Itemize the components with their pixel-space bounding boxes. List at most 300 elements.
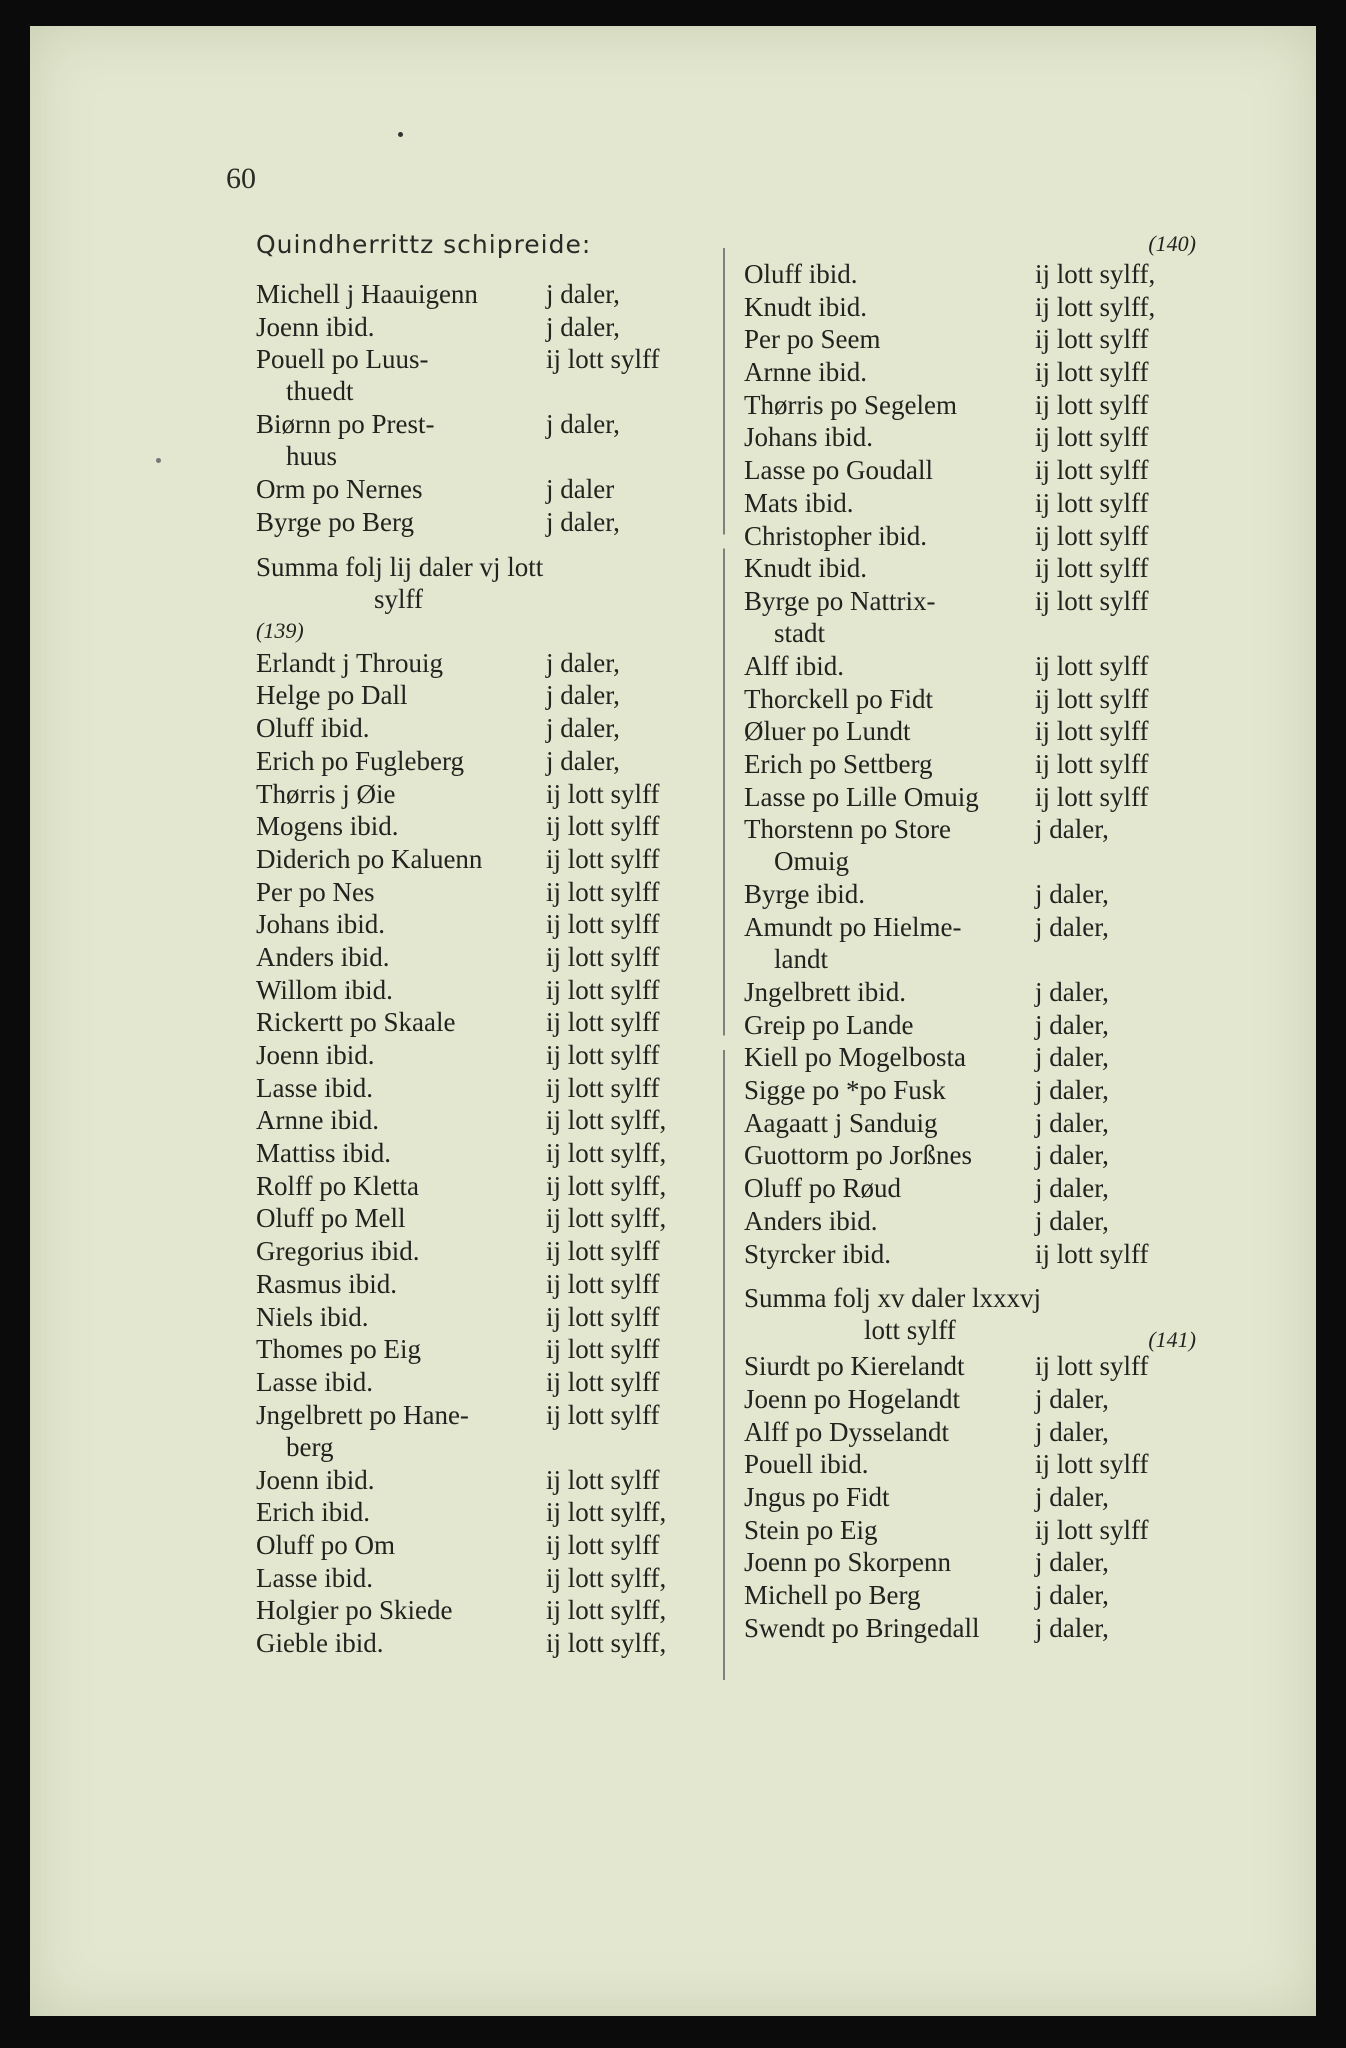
entry-amount: j daler, <box>1035 1612 1109 1643</box>
entry-name-text: Thorckell po Fidt <box>744 683 933 714</box>
entry-row <box>744 1350 1200 1383</box>
entry-amount: ij lott sylff, <box>546 1138 667 1169</box>
entry-name <box>744 552 1035 585</box>
entry-amount: ij lott sylff <box>1035 1449 1149 1480</box>
entry-row <box>256 1268 716 1301</box>
entry-name <box>744 1514 1035 1547</box>
entry-name <box>256 1104 546 1137</box>
entry-row <box>744 911 1200 976</box>
entry-name-text: Joenn po Hogelandt <box>744 1383 960 1414</box>
entry-name <box>744 1383 1035 1416</box>
entry-name <box>256 1137 546 1170</box>
entry-name-text: Alff ibid. <box>744 650 844 681</box>
entry-name <box>256 1366 546 1399</box>
entry-name-text: Lasse ibid. <box>256 1072 373 1103</box>
entry-name <box>256 1268 546 1301</box>
entry-row <box>744 1416 1200 1449</box>
entry-name <box>744 683 1035 716</box>
entry-row <box>256 876 716 909</box>
entry-amount: ij lott sylff <box>1035 650 1149 681</box>
entry-name <box>744 1107 1035 1140</box>
entry-name-text: Lasse ibid. <box>256 1562 373 1593</box>
entry-name <box>744 585 1035 650</box>
entry-amount: ij lott sylff <box>546 843 660 874</box>
entry-row <box>744 976 1200 1009</box>
entry-amount: j daler, <box>546 680 620 711</box>
entry-name-text: Pouell ibid. <box>744 1449 869 1480</box>
column-divider <box>723 248 725 1680</box>
entry-name <box>744 421 1035 454</box>
entry-name-text: Per po Nes <box>256 876 375 907</box>
entry-name-text: Sigge po *po Fusk <box>744 1075 946 1106</box>
entry-name-text: Joenn po Skorpenn <box>744 1547 951 1578</box>
entry-name-text: Jngelbrett po Hane- <box>256 1399 469 1430</box>
entry-name <box>256 506 546 539</box>
entry-amount: ij lott sylff <box>546 941 660 972</box>
summa-line <box>256 551 716 615</box>
entry-name-text: Mats ibid. <box>744 487 854 518</box>
entry-name-text: Joenn ibid. <box>256 1040 375 1070</box>
entry-name <box>744 813 1035 878</box>
entry-row <box>744 1009 1200 1042</box>
entry-name-text: Oluff ibid. <box>744 259 858 289</box>
entry-name <box>744 520 1035 553</box>
entry-row <box>256 843 716 876</box>
entry-name <box>744 454 1035 487</box>
entry-row <box>256 1562 716 1595</box>
entry-amount: j daler, <box>1035 1140 1109 1171</box>
entry-name <box>256 1496 546 1529</box>
entry-name-text: Erlandt j Throuig <box>256 647 443 678</box>
entry-row <box>256 647 716 680</box>
entry-list <box>744 1350 1200 1644</box>
entry-amount: ij lott sylff <box>1035 389 1149 420</box>
entry-name <box>256 278 546 311</box>
entry-name-text: Guottorm po Jorßnes <box>744 1140 972 1171</box>
entry-name <box>256 876 546 909</box>
entry-name-text: Knudt ibid. <box>744 553 868 584</box>
entry-row <box>256 974 716 1007</box>
entry-row <box>256 343 716 408</box>
entry-name-text: Lasse po Lille Omuig <box>744 781 979 812</box>
entry-row <box>744 487 1200 520</box>
entry-name-text: Biørnn po Prest- <box>256 409 435 440</box>
entry-name <box>744 748 1035 781</box>
entry-row <box>256 712 716 745</box>
entry-row <box>744 1481 1200 1514</box>
entry-amount: ij lott sylff <box>546 1464 660 1495</box>
entry-name <box>744 1448 1035 1481</box>
entry-amount: ij lott sylff, <box>546 1203 667 1234</box>
entry-row <box>744 1238 1200 1271</box>
entry-name-text: Helge po Dall <box>256 680 408 711</box>
entry-amount: j daler, <box>1035 1547 1109 1578</box>
entry-amount: ij lott sylff <box>546 811 660 842</box>
entry-amount: ij lott sylff <box>1035 487 1149 518</box>
entry-row <box>744 1383 1200 1416</box>
entry-row <box>256 1627 716 1660</box>
entry-name <box>744 1350 1035 1383</box>
entry-name-text: Thorstenn po Store <box>744 814 951 845</box>
speck-mark <box>156 458 161 463</box>
entry-name <box>256 1627 546 1660</box>
folio-reference: (141) <box>1148 1327 1196 1353</box>
entry-amount: j daler, <box>1035 1042 1109 1073</box>
entry-name-text: Anders ibid. <box>744 1205 878 1236</box>
entry-row <box>744 878 1200 911</box>
entry-row <box>256 1202 716 1235</box>
entry-row <box>744 748 1200 781</box>
entry-amount: ij lott sylff <box>1035 455 1149 486</box>
entry-amount: j daler, <box>546 279 620 309</box>
entry-row <box>256 679 716 712</box>
entry-name-text: Mattiss ibid. <box>256 1138 392 1169</box>
entry-amount: ij lott sylff <box>546 974 660 1005</box>
entry-name <box>256 647 546 680</box>
entry-name-continuation: stadt <box>774 617 825 648</box>
entry-row <box>744 291 1200 324</box>
entry-amount: ij lott sylff <box>1035 357 1149 388</box>
entry-amount: ij lott sylff <box>546 1301 660 1332</box>
entry-name-text: Amundt po Hielme- <box>744 912 962 942</box>
entry-row <box>256 1333 716 1366</box>
entry-name <box>256 1333 546 1366</box>
entry-amount: j daler, <box>546 713 620 744</box>
entry-name <box>744 976 1035 1009</box>
entry-name-text: Oluff po Mell <box>256 1203 406 1234</box>
folio-reference: (139) <box>256 617 304 643</box>
entry-name <box>744 781 1035 814</box>
entry-name-text: Byrge po Nattrix- <box>744 585 936 616</box>
entry-amount: ij lott sylff <box>1035 781 1149 812</box>
entry-name-text: Michell j Haauigenn <box>256 279 478 309</box>
entry-name-text: Styrcker ibid. <box>744 1238 891 1269</box>
entry-name-text: Swendt po Bringedall <box>744 1612 980 1643</box>
entry-amount: ij lott sylff, <box>546 1170 667 1201</box>
entry-name-text: Per po Seem <box>744 324 881 355</box>
entry-row <box>744 1448 1200 1481</box>
entry-amount: j daler <box>546 474 615 505</box>
entry-name-text: Alff po Dysselandt <box>744 1416 949 1447</box>
entry-name-continuation: landt <box>774 944 828 974</box>
entry-name-text: Siurdt po Kierelandt <box>744 1351 965 1382</box>
entry-amount: j daler, <box>546 409 620 440</box>
entry-amount: j daler, <box>1035 977 1109 1007</box>
entry-row <box>256 1529 716 1562</box>
entry-amount: ij lott sylff <box>546 778 660 809</box>
entry-row <box>256 1235 716 1268</box>
entry-amount: j daler, <box>1035 1205 1109 1236</box>
entry-amount: ij lott sylff <box>1035 1351 1149 1382</box>
entry-name-text: Greip po Lande <box>744 1009 914 1040</box>
entry-amount: ij lott sylff <box>546 1529 660 1560</box>
entry-row <box>744 1074 1200 1107</box>
entry-amount: ij lott sylff <box>1035 422 1149 453</box>
entry-row <box>744 1172 1200 1205</box>
entry-amount: ij lott sylff <box>546 909 660 940</box>
entry-name <box>744 291 1035 324</box>
entry-row <box>256 1366 716 1399</box>
entry-name <box>744 1579 1035 1612</box>
entry-amount: ij lott sylff, <box>546 1595 667 1626</box>
entry-name <box>744 1074 1035 1107</box>
entry-name <box>256 1562 546 1595</box>
entry-name <box>744 1612 1035 1645</box>
entry-name-text: Rasmus ibid. <box>256 1268 398 1299</box>
entry-amount: ij lott sylff, <box>1035 259 1156 289</box>
entry-name-text: Arnne ibid. <box>744 357 867 388</box>
entry-name-text: Mogens ibid. <box>256 811 399 842</box>
entry-name-text: Willom ibid. <box>256 974 393 1005</box>
entry-name <box>744 258 1035 291</box>
entry-name-text: Gregorius ibid. <box>256 1236 420 1267</box>
entry-name-text: Gieble ibid. <box>256 1628 384 1658</box>
entry-name <box>744 1041 1035 1074</box>
entry-name <box>744 715 1035 748</box>
entry-amount: ij lott sylff, <box>546 1562 667 1593</box>
entry-name-text: Thørris j Øie <box>256 778 396 809</box>
entry-name <box>256 1235 546 1268</box>
entry-name <box>256 810 546 843</box>
entry-amount: ij lott sylff <box>1035 1238 1149 1269</box>
entry-name-text: Arnne ibid. <box>256 1105 379 1136</box>
entry-amount: ij lott sylff <box>1035 324 1149 355</box>
entry-amount: ij lott sylff <box>546 1007 660 1038</box>
entry-amount: j daler, <box>1035 1416 1109 1447</box>
entry-name-text: Anders ibid. <box>256 941 390 972</box>
entry-row <box>744 520 1200 553</box>
entry-name <box>256 1072 546 1105</box>
entry-name-text: Oluff po Røud <box>744 1173 902 1204</box>
entry-name <box>744 1481 1035 1514</box>
entry-row <box>744 715 1200 748</box>
entry-row <box>744 650 1200 683</box>
entry-name-text: Byrge ibid. <box>744 879 865 910</box>
entry-amount: ij lott sylff <box>546 1236 660 1267</box>
entry-name-continuation: Omuig <box>774 846 850 877</box>
entry-name <box>256 408 546 473</box>
entry-row <box>256 1072 716 1105</box>
entry-name-text: Joenn ibid. <box>256 1464 375 1495</box>
entry-name <box>256 974 546 1007</box>
entry-amount: j daler, <box>1035 1009 1109 1040</box>
entry-row <box>744 1546 1200 1579</box>
entry-row <box>744 813 1200 878</box>
entry-name-text: Erich po Fugleberg <box>256 745 464 776</box>
entry-name <box>744 1238 1035 1271</box>
entry-name <box>256 941 546 974</box>
entry-amount: ij lott sylff, <box>546 1105 667 1136</box>
entry-amount: ij lott sylff, <box>546 1497 667 1528</box>
entry-row <box>256 908 716 941</box>
entry-row <box>256 1594 716 1627</box>
entry-row <box>744 1612 1200 1645</box>
entry-name-text: Orm po Nernes <box>256 474 423 505</box>
entry-name <box>744 650 1035 683</box>
entry-name-text: Thørris po Segelem <box>744 389 957 420</box>
entry-row <box>744 1579 1200 1612</box>
entry-name <box>744 323 1035 356</box>
entry-name <box>744 389 1035 422</box>
entry-name <box>256 679 546 712</box>
entry-name <box>256 843 546 876</box>
entry-amount: ij lott sylff <box>1035 585 1149 616</box>
entry-name <box>744 1139 1035 1172</box>
entry-name-continuation: berg <box>286 1431 334 1462</box>
entry-name-text: Oluff po Om <box>256 1529 395 1560</box>
entry-row <box>256 1464 716 1497</box>
entry-amount: ij lott sylff, <box>1035 291 1156 322</box>
entry-name-text: Knudt ibid. <box>744 291 868 322</box>
entry-amount: ij lott sylff <box>546 1268 660 1299</box>
entry-amount: j daler, <box>1035 1383 1109 1414</box>
entry-row <box>256 506 716 539</box>
right-column <box>744 231 1200 1644</box>
entry-name <box>256 1202 546 1235</box>
entry-name-text: Holgier po Skiede <box>256 1595 453 1626</box>
entry-amount: j daler, <box>1035 879 1109 910</box>
entry-name-continuation: thuedt <box>286 376 354 407</box>
entry-name <box>256 1399 546 1464</box>
entry-amount: ij lott sylff <box>546 876 660 907</box>
entry-name <box>256 311 546 344</box>
entry-name <box>256 473 546 506</box>
entry-name <box>744 1205 1035 1238</box>
entry-amount: j daler, <box>1035 1075 1109 1106</box>
entry-row <box>256 1137 716 1170</box>
entry-name-text: Stein po Eig <box>744 1514 878 1545</box>
entry-amount: ij lott sylff <box>546 1366 660 1397</box>
entry-name-text: Rickertt po Skaale <box>256 1007 456 1038</box>
entry-amount: j daler, <box>1035 814 1109 845</box>
entry-amount: j daler, <box>1035 1580 1109 1610</box>
entry-row <box>744 454 1200 487</box>
entry-name <box>256 908 546 941</box>
entry-name <box>256 778 546 811</box>
section-heading: Quindherrittz schipreide: <box>256 230 592 259</box>
entry-amount: ij lott sylff <box>1035 748 1149 779</box>
entry-row <box>256 1039 716 1072</box>
entry-amount: ij lott sylff <box>546 1040 660 1070</box>
entry-name-text: Erich po Settberg <box>744 748 933 779</box>
entry-name-text: Joenn ibid. <box>256 311 375 342</box>
entry-row <box>256 408 716 473</box>
entry-amount: ij lott sylff <box>1035 553 1149 584</box>
entry-name <box>256 1039 546 1072</box>
entry-row <box>256 810 716 843</box>
entry-row <box>744 258 1200 291</box>
entry-row <box>256 1104 716 1137</box>
entry-name-text: Øluer po Lundt <box>744 716 911 747</box>
entry-name-text: Kiell po Mogelbosta <box>744 1042 966 1073</box>
entry-name-text: Johans ibid. <box>744 422 874 453</box>
entry-name <box>744 1172 1035 1205</box>
entry-row <box>744 421 1200 454</box>
entry-name-text: Diderich po Kaluenn <box>256 843 483 874</box>
entry-row <box>256 778 716 811</box>
entry-name <box>744 487 1035 520</box>
entry-name-text: Byrge po Berg <box>256 507 414 538</box>
summa-text: Summa folj lij daler vj lott <box>256 551 544 582</box>
entry-name-text: Pouell po Luus- <box>256 344 429 375</box>
entry-row <box>744 781 1200 814</box>
summa-continuation: lott sylff <box>864 1315 956 1346</box>
entry-name-text: Jngelbrett ibid. <box>744 977 906 1007</box>
entry-name <box>256 1529 546 1562</box>
entry-name-text: Lasse ibid. <box>256 1366 373 1397</box>
entry-row <box>744 1205 1200 1238</box>
entry-name-text: Niels ibid. <box>256 1301 369 1332</box>
entry-row <box>744 552 1200 585</box>
entry-amount: j daler, <box>1035 1107 1109 1138</box>
entry-name <box>744 1546 1035 1579</box>
entry-row <box>744 389 1200 422</box>
entry-name-text: Lasse po Goudall <box>744 455 933 486</box>
page-number: 60 <box>226 162 256 195</box>
entry-amount: j daler, <box>546 311 620 342</box>
entry-amount: ij lott sylff <box>1035 520 1149 551</box>
entry-row <box>744 585 1200 650</box>
entry-amount: j daler, <box>546 745 620 776</box>
entry-row <box>744 1107 1200 1140</box>
folio-reference: (140) <box>1148 231 1196 256</box>
entry-name-text: Michell po Berg <box>744 1580 921 1610</box>
entry-name <box>744 1009 1035 1042</box>
entry-amount: ij lott sylff <box>546 1334 660 1365</box>
entry-row <box>256 311 716 344</box>
entry-list <box>256 647 716 1660</box>
summa-continuation: sylff <box>374 583 424 614</box>
entry-amount: j daler, <box>546 507 620 538</box>
entry-list <box>256 278 716 539</box>
entry-row <box>256 745 716 778</box>
entry-name-text: Aagaatt j Sanduig <box>744 1107 938 1138</box>
entry-name-text: Erich ibid. <box>256 1497 370 1528</box>
entry-row <box>744 683 1200 716</box>
entry-row <box>256 1399 716 1464</box>
entry-row <box>744 1514 1200 1547</box>
entry-row <box>256 1301 716 1334</box>
entry-amount: ij lott sylff <box>1035 1514 1149 1545</box>
entry-row <box>256 941 716 974</box>
summa-text: Summa folj xv daler lxxxvj <box>744 1283 1041 1314</box>
entry-name <box>256 1464 546 1497</box>
entry-amount: j daler, <box>1035 1173 1109 1204</box>
entry-name-text: Jngus po Fidt <box>744 1481 890 1512</box>
entry-name-text: Christopher ibid. <box>744 520 927 551</box>
entry-row <box>256 1006 716 1039</box>
left-column <box>256 230 716 1660</box>
entry-row <box>744 1041 1200 1074</box>
entry-amount: j daler, <box>1035 912 1109 942</box>
entry-name <box>256 1594 546 1627</box>
entry-amount: j daler, <box>546 647 620 678</box>
entry-amount: ij lott sylff <box>1035 716 1149 747</box>
entry-row <box>256 278 716 311</box>
entry-amount: ij lott sylff <box>546 344 660 375</box>
entry-name-text: Rolff po Kletta <box>256 1170 419 1201</box>
entry-name-text: Johans ibid. <box>256 909 386 940</box>
entry-row <box>256 1496 716 1529</box>
entry-name <box>744 1416 1035 1449</box>
entry-name <box>256 1006 546 1039</box>
entry-row <box>256 473 716 506</box>
entry-name <box>256 1301 546 1334</box>
entry-name <box>744 356 1035 389</box>
entry-name <box>256 1170 546 1203</box>
entry-name-continuation: huus <box>286 441 338 472</box>
entry-name-text: Oluff ibid. <box>256 713 370 744</box>
